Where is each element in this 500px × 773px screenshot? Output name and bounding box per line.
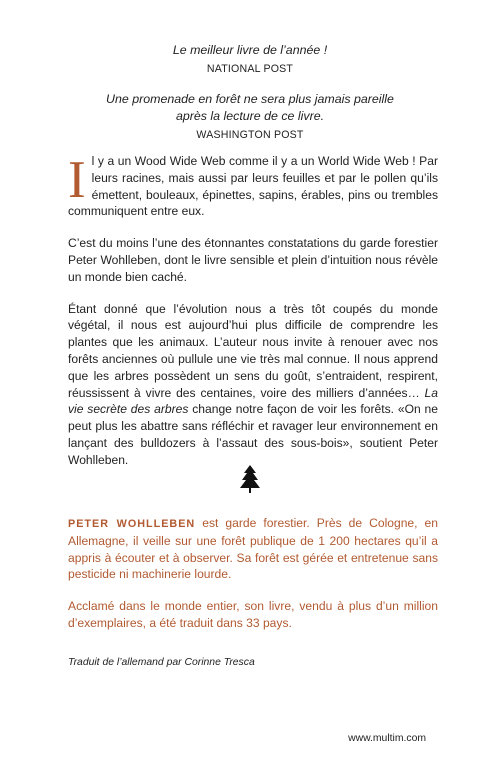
description-paragraph: C’est du moins l’une des étonnantes constatations du garde forestier Peter Wohlleben, dont le livre sensible et plein d’intuition nous révèle un monde bien caché.: [68, 236, 438, 284]
quote-line: Une promenade en forêt ne sera plus jamais pareille: [106, 92, 394, 106]
description-paragraph: [68, 301, 438, 469]
description-paragraph: [68, 153, 438, 220]
paragraph-text: l y a un Wood Wide Web comme il y a un World Wide Web ! Par leurs racines, mais aussi par leurs feuilles et par le pollen qu’ils émettent, bouleaux, épinettes, sapins, érables, pins ou trembles communiquent entre eux.: [68, 154, 438, 219]
paragraph-text: Étant donné que l’évolution nous a très tôt coupés du monde végétal, il nous est aujourd’hui plus difficile de comprendre les plantes que les animaux. L’auteur nous invite à renouer avec nos forêts anciennes où pullule une vie très mal connue. Il nous apprend que les arbres possèdent un sens du goût, s’entraident, respirent, réussissent à vivre des centaines, voire des milliers d’années…: [68, 301, 438, 400]
bio-text: est garde forestier. Près de Cologne, en Allemagne, il veille sur une forêt publique de 1 200 hectares qu’il a appris à écouter et à observer. Sa forêt est gérée et entretenue sans pesticide ni machinerie lourde.: [68, 516, 438, 582]
bio-paragraph: [68, 515, 438, 583]
book-description: [68, 153, 438, 484]
publisher-website: www.multim.com: [348, 733, 426, 744]
bio-paragraph: Acclamé dans le monde entier, son livre, vendu à plus d’un million d’exemplaires, a été traduit dans 33 pays.: [68, 599, 438, 630]
paragraph-text: change notre façon de voir les forêts. «On ne peut plus les abattre sans réfléchir et ravager leur environnement en lançant des bulldozers à l’assaut des sous-bois», soutient Peter Wohlleben.: [68, 402, 438, 467]
author-bio: [68, 515, 438, 647]
quote-source: WASHINGTON POST: [196, 129, 304, 141]
book-title: La vie secrète des arbres: [68, 385, 438, 417]
quote-source: NATIONAL POST: [206, 63, 294, 75]
press-quotes: [60, 42, 440, 157]
quote-line: après la lecture de ce livre.: [175, 109, 325, 123]
translation-credit: Traduit de l’allemand par Corinne Tresca: [68, 657, 255, 668]
author-name: PETER WOHLLEBEN: [68, 518, 196, 530]
quote-text: Le meilleur livre de l’année !: [172, 43, 328, 57]
drop-cap: I: [68, 151, 86, 209]
tree-icon: [240, 465, 260, 493]
quote-text: [60, 91, 440, 125]
